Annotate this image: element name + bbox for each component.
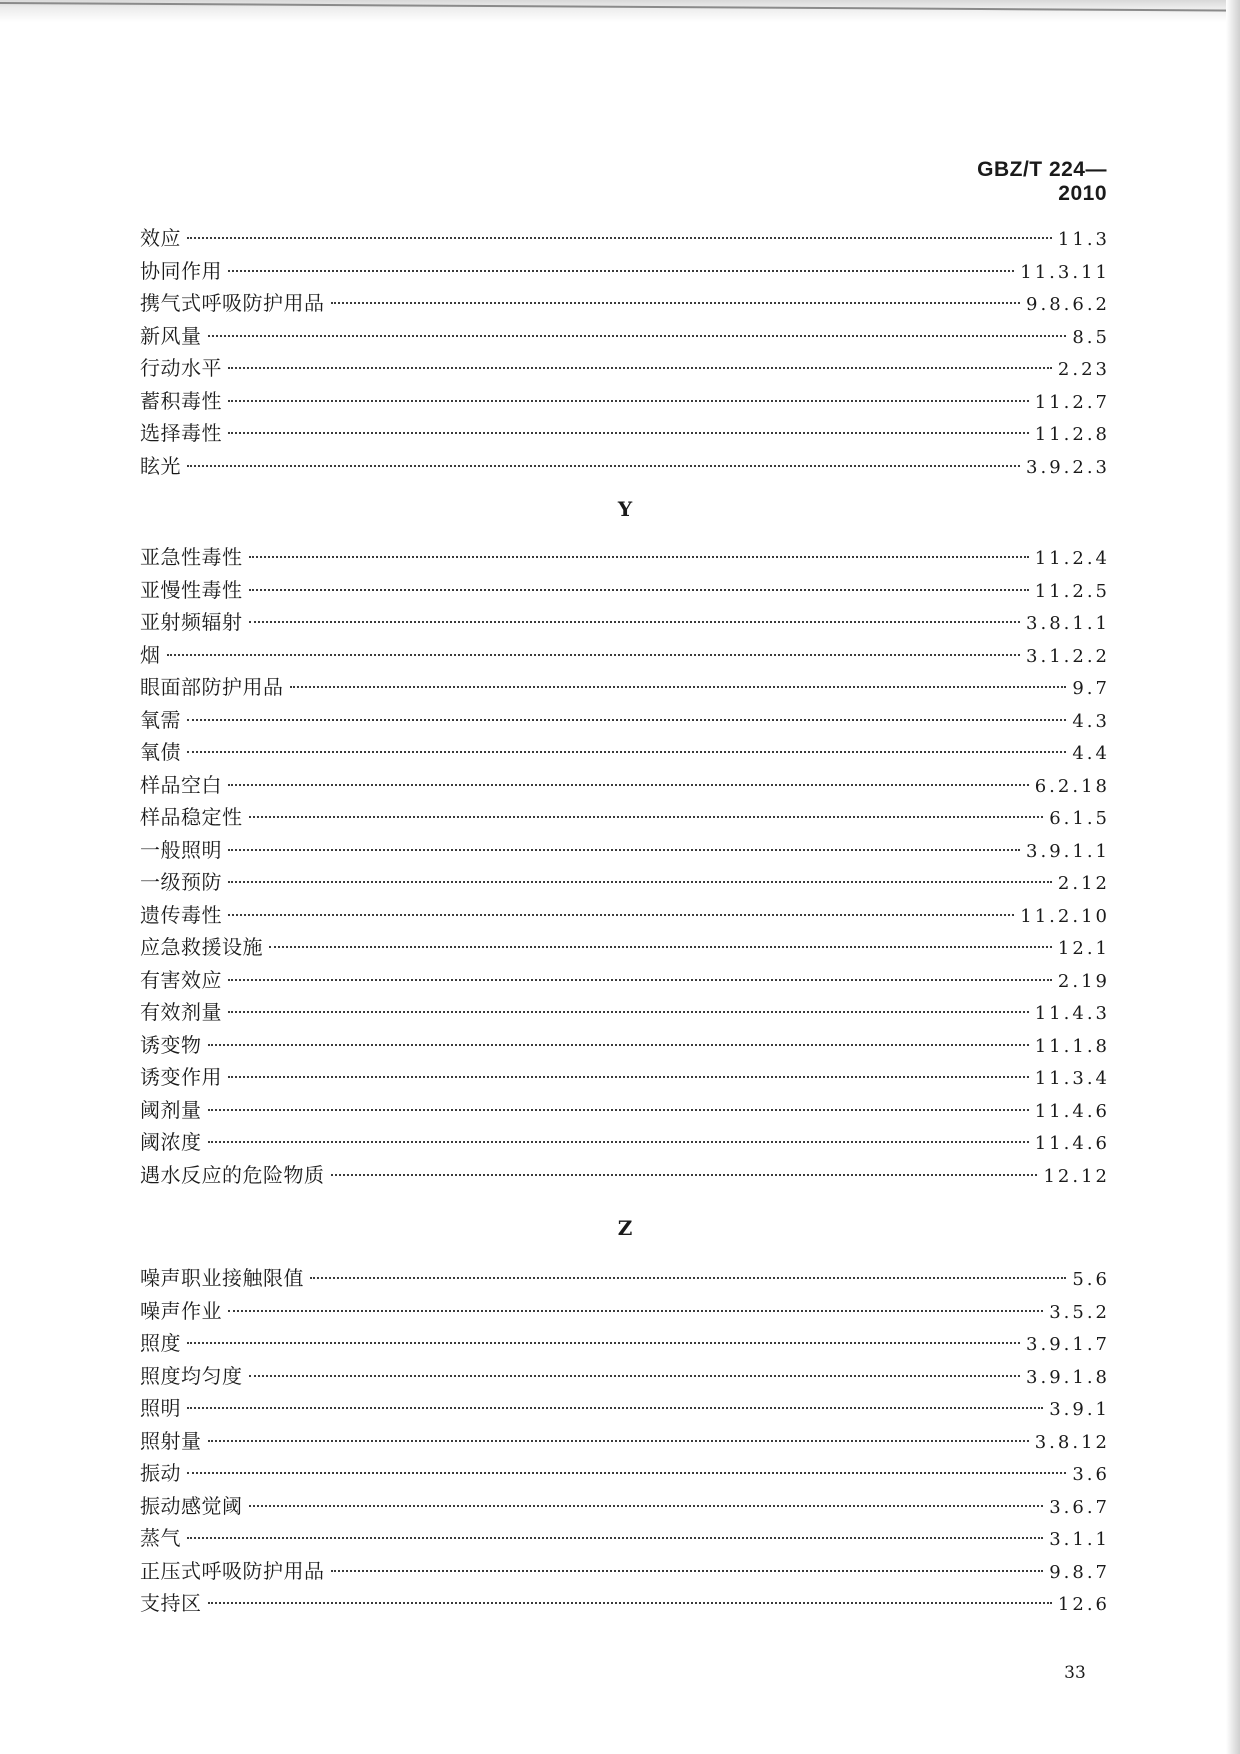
index-entry: [140, 1490, 1110, 1523]
index-entry: [140, 1522, 1110, 1555]
dot-leader: [331, 302, 1021, 304]
index-ref: 3.1.2.2: [1026, 645, 1110, 667]
index-entry: [140, 1061, 1110, 1094]
index-term: 振动感觉阈: [140, 1493, 243, 1518]
index-term: 协同作用: [140, 258, 222, 283]
dot-leader: [208, 1109, 1029, 1111]
index-ref: 3.8.12: [1034, 1431, 1110, 1453]
index-term: 振动: [140, 1461, 181, 1485]
index-term: 眩光: [140, 453, 181, 478]
index-entry: [140, 704, 1110, 737]
section-heading-y: Y: [617, 497, 633, 521]
dot-leader: [249, 621, 1021, 623]
index-ref: 12.12: [1043, 1165, 1110, 1187]
index-term: 照度: [140, 1331, 181, 1355]
index-entry: [140, 222, 1110, 255]
dot-leader: [228, 1011, 1029, 1013]
index-ref: 12.6: [1057, 1594, 1110, 1615]
dot-leader: [228, 914, 1014, 916]
index-section-x: [140, 222, 1110, 482]
index-term: 照明: [140, 1396, 181, 1420]
dot-leader: [249, 589, 1029, 591]
index-term: 有效剂量: [140, 1000, 222, 1024]
index-term: 噪声作业: [140, 1298, 222, 1323]
index-term: 选择毒性: [140, 421, 222, 445]
dot-leader: [228, 400, 1029, 402]
index-ref: 6.1.5: [1049, 808, 1110, 829]
index-ref: 11.1.8: [1034, 1035, 1110, 1057]
dot-leader: [331, 1174, 1038, 1176]
dot-leader: [208, 335, 1067, 337]
index-term: 效应: [140, 226, 181, 250]
index-ref: 9.8.6.2: [1026, 294, 1110, 315]
index-entry: [140, 931, 1110, 964]
index-entry: [140, 287, 1110, 320]
dot-leader: [228, 784, 1029, 786]
index-term: 蒸气: [140, 1526, 181, 1550]
index-ref: 9.8.7: [1049, 1561, 1110, 1583]
index-entry: [140, 866, 1110, 899]
dot-leader: [290, 686, 1067, 688]
index-term: 噪声职业接触限值: [140, 1266, 304, 1290]
index-term: 遇水反应的危险物质: [140, 1162, 325, 1187]
index-ref: 6.2.18: [1034, 775, 1110, 797]
index-entry: [140, 1126, 1110, 1159]
index-entry: [140, 834, 1110, 867]
index-ref: 9.7: [1072, 678, 1110, 699]
index-term: 诱变作用: [140, 1065, 222, 1089]
dot-leader: [187, 751, 1066, 753]
dot-leader: [187, 719, 1066, 721]
index-entry: [140, 320, 1110, 353]
index-ref: 11.2.4: [1034, 548, 1110, 569]
dot-leader: [249, 556, 1029, 558]
page-number: 33: [1064, 1663, 1086, 1683]
index-ref: 3.6: [1072, 1464, 1110, 1485]
index-term: 氧需: [140, 707, 181, 732]
index-entry: [140, 899, 1110, 932]
index-ref: 3.9.1.1: [1026, 840, 1110, 862]
scan-top-line: [0, 2, 1240, 12]
index-entry: [140, 1457, 1110, 1490]
index-ref: 11.3: [1057, 229, 1110, 250]
index-entry: [140, 1555, 1110, 1588]
index-entry: [140, 736, 1110, 769]
scan-top-edge: [0, 0, 1240, 22]
dot-leader: [208, 1141, 1029, 1143]
index-entry: [140, 450, 1110, 483]
index-ref: 3.5.2: [1049, 1301, 1110, 1323]
index-term: 照度均匀度: [140, 1363, 243, 1388]
index-ref: 11.4.6: [1034, 1133, 1110, 1154]
index-term: 遗传毒性: [140, 902, 222, 927]
index-entry: [140, 352, 1110, 385]
index-entry: [140, 417, 1110, 450]
index-term: 正压式呼吸防护用品: [140, 1558, 325, 1583]
index-term: 亚射频辐射: [140, 610, 243, 634]
index-entry: [140, 1262, 1110, 1295]
dot-leader: [228, 1310, 1043, 1312]
index-ref: 11.2.8: [1034, 424, 1110, 445]
index-ref: 2.12: [1057, 873, 1110, 894]
dot-leader: [249, 816, 1044, 818]
index-ref: 5.6: [1072, 1269, 1110, 1290]
dot-leader: [331, 1570, 1044, 1572]
section-heading-z: Z: [617, 1216, 633, 1240]
index-entry: [140, 1360, 1110, 1393]
index-term: 眼面部防护用品: [140, 675, 284, 699]
index-ref: 11.4.6: [1034, 1100, 1110, 1122]
dot-leader: [228, 367, 1052, 369]
index-entry: [140, 255, 1110, 288]
dot-leader: [228, 1076, 1029, 1078]
dot-leader: [187, 1537, 1043, 1539]
dot-leader: [187, 1472, 1066, 1474]
dot-leader: [208, 1602, 1052, 1604]
index-term: 支持区: [140, 1591, 202, 1615]
index-term: 亚慢性毒性: [140, 577, 243, 602]
index-term: 蓄积毒性: [140, 388, 222, 413]
index-entry: [140, 1425, 1110, 1458]
index-entry: [140, 1029, 1110, 1062]
index-term: 照射量: [140, 1428, 202, 1453]
dot-leader: [269, 946, 1052, 948]
index-ref: 4.3: [1072, 710, 1110, 732]
dot-leader: [187, 1342, 1020, 1344]
index-term: 氧债: [140, 740, 181, 764]
dot-leader: [208, 1044, 1029, 1046]
dot-leader: [228, 432, 1029, 434]
index-ref: 3.9.1: [1049, 1399, 1110, 1420]
index-entry: [140, 964, 1110, 997]
dot-leader: [228, 270, 1014, 272]
index-ref: 11.2.5: [1034, 580, 1110, 602]
index-entry: [140, 541, 1110, 574]
index-ref: 11.2.10: [1020, 905, 1110, 927]
index-term: 一般照明: [140, 837, 222, 862]
index-entry: [140, 606, 1110, 639]
index-term: 一级预防: [140, 870, 222, 894]
index-entry: [140, 801, 1110, 834]
dot-leader: [228, 979, 1052, 981]
index-entry: [140, 1392, 1110, 1425]
index-ref: 3.9.1.7: [1026, 1334, 1110, 1355]
index-entry: [140, 574, 1110, 607]
index-term: 行动水平: [140, 356, 222, 380]
index-entry: [140, 769, 1110, 802]
index-ref: 3.8.1.1: [1026, 613, 1110, 634]
dot-leader: [208, 1440, 1029, 1442]
dot-leader: [187, 1407, 1043, 1409]
index-term: 样品稳定性: [140, 805, 243, 829]
index-entry: [140, 1295, 1110, 1328]
index-ref: 2.19: [1057, 970, 1110, 992]
index-term: 有害效应: [140, 967, 222, 992]
index-entry: [140, 1587, 1110, 1620]
scan-right-edge: [1226, 0, 1240, 1754]
index-ref: 12.1: [1057, 938, 1110, 959]
index-ref: 3.9.1.8: [1026, 1366, 1110, 1388]
index-ref: 11.3.11: [1020, 261, 1110, 283]
index-ref: 11.2.7: [1034, 391, 1110, 413]
index-ref: 8.5: [1072, 326, 1110, 348]
index-ref: 2.23: [1057, 359, 1110, 380]
dot-leader: [310, 1277, 1066, 1279]
index-ref: 11.4.3: [1034, 1003, 1110, 1024]
index-ref: 3.9.2.3: [1026, 456, 1110, 478]
index-entry: [140, 671, 1110, 704]
index-term: 携气式呼吸防护用品: [140, 291, 325, 315]
index-entry: [140, 385, 1110, 418]
dot-leader: [249, 1505, 1044, 1507]
dot-leader: [167, 654, 1021, 656]
index-entry: [140, 1327, 1110, 1360]
index-term: 阈剂量: [140, 1097, 202, 1122]
index-term: 新风量: [140, 323, 202, 348]
index-term: 阈浓度: [140, 1130, 202, 1154]
index-section-y: [140, 541, 1110, 1191]
index-section-z: [140, 1262, 1110, 1620]
dot-leader: [187, 465, 1020, 467]
dot-leader: [228, 881, 1052, 883]
index-term: 诱变物: [140, 1032, 202, 1057]
index-term: 亚急性毒性: [140, 545, 243, 569]
index-entry: [140, 639, 1110, 672]
document-code: GBZ/T 224—2010: [977, 158, 1107, 205]
index-term: 烟: [140, 642, 161, 667]
index-ref: 4.4: [1072, 743, 1110, 764]
dot-leader: [228, 849, 1020, 851]
index-entry: [140, 1159, 1110, 1192]
index-term: 样品空白: [140, 772, 222, 797]
dot-leader: [249, 1375, 1021, 1377]
index-entry: [140, 996, 1110, 1029]
index-ref: 11.3.4: [1034, 1068, 1110, 1089]
dot-leader: [187, 237, 1052, 239]
index-term: 应急救援设施: [140, 935, 263, 959]
index-ref: 3.1.1: [1049, 1529, 1110, 1550]
index-ref: 3.6.7: [1049, 1496, 1110, 1518]
index-entry: [140, 1094, 1110, 1127]
